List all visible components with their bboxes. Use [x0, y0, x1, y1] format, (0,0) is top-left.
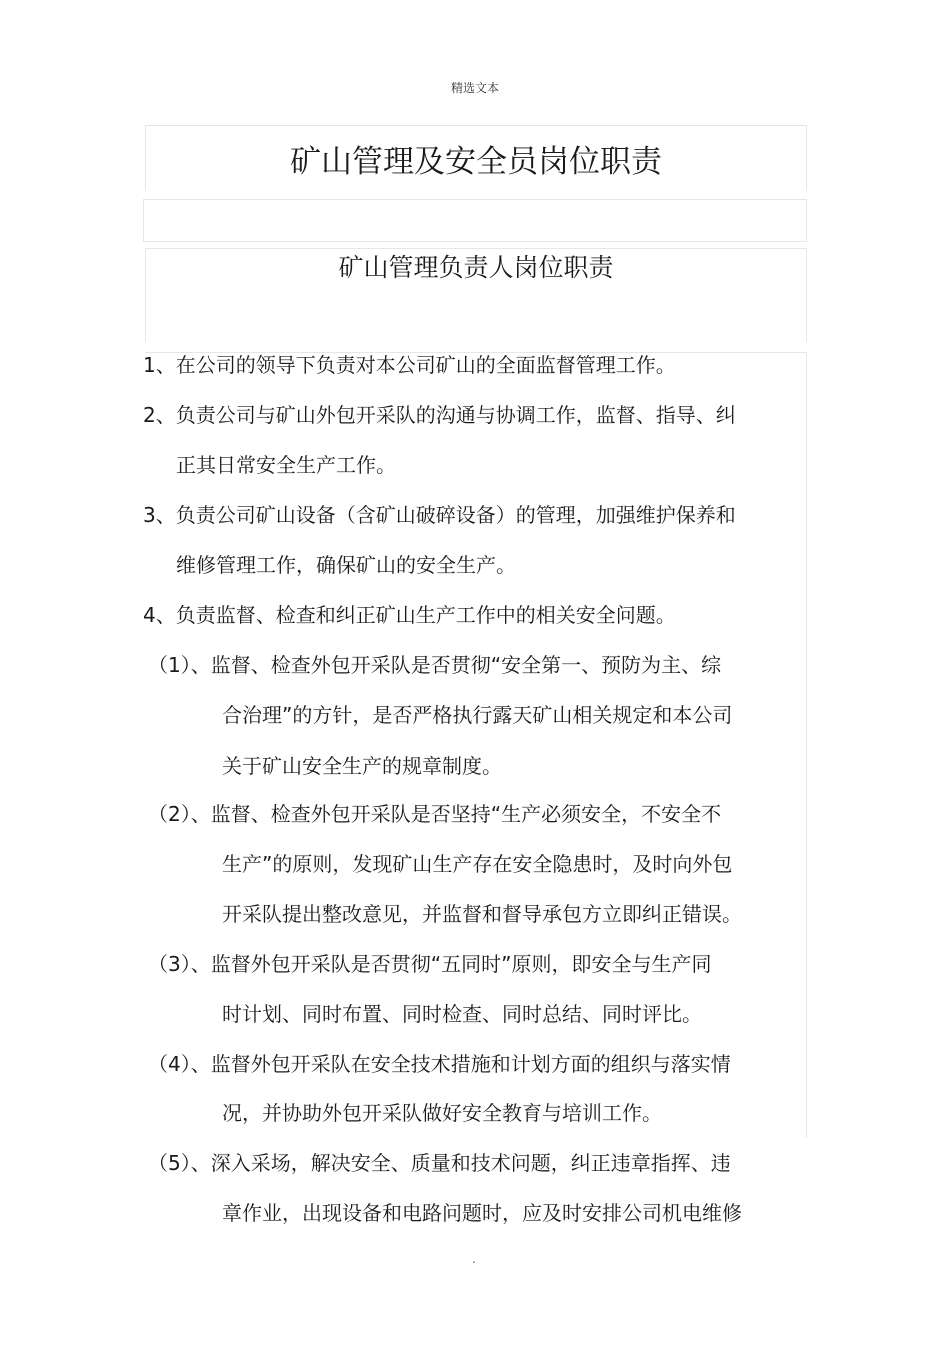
content-line: 章作业，出现设备和电路问题时，应及时安排公司机电维修: [222, 1201, 742, 1225]
content-line: （5）、深入采场，解决安全、质量和技术问题，纠正违章指挥、违: [148, 1151, 731, 1175]
content-line: 2、负责公司与矿山外包开采队的沟通与协调工作，监督、指导、纠: [143, 403, 736, 427]
content-line: （4）、监督外包开采队在安全技术措施和计划方面的组织与落实情: [148, 1052, 731, 1076]
spacer-frame: [143, 199, 807, 242]
page-footer: .: [472, 1252, 476, 1266]
content-line: 合治理”的方针，是否严格执行露天矿山相关规定和本公司: [222, 703, 733, 727]
page-header: 精选文本: [450, 81, 499, 95]
content-line: 1、在公司的领导下负责对本公司矿山的全面监督管理工作。: [143, 353, 676, 377]
content-line: 生产”的原则，发现矿山生产存在安全隐患时，及时向外包: [222, 852, 733, 876]
content-line: 开采队提出整改意见，并监督和督导承包方立即纠正错误。: [222, 902, 742, 926]
content-line: 3、负责公司矿山设备（含矿山破碎设备）的管理，加强维护保养和: [143, 503, 736, 527]
content-line: 4、负责监督、检查和纠正矿山生产工作中的相关安全问题。: [143, 603, 676, 627]
content-line: 维修管理工作，确保矿山的安全生产。: [176, 553, 516, 577]
content-line: （2）、监督、检查外包开采队是否坚持“生产必须安全，不安全不: [148, 802, 722, 826]
section-title: 矿山管理负责人岗位职责: [338, 253, 614, 282]
content-line: 正其日常安全生产工作。: [176, 453, 396, 477]
content-line: 关于矿山安全生产的规章制度。: [222, 754, 502, 778]
document-title: 矿山管理及安全员岗位职责: [290, 144, 662, 180]
content-line: 时计划、同时布置、同时检查、同时总结、同时评比。: [222, 1002, 702, 1026]
content-line: （1）、监督、检查外包开采队是否贯彻“安全第一、预防为主、综: [148, 653, 722, 677]
content-line: 况，并协助外包开采队做好安全教育与培训工作。: [222, 1101, 662, 1125]
content-line: （3）、监督外包开采队是否贯彻“五同时”原则，即安全与生产同: [148, 952, 712, 976]
